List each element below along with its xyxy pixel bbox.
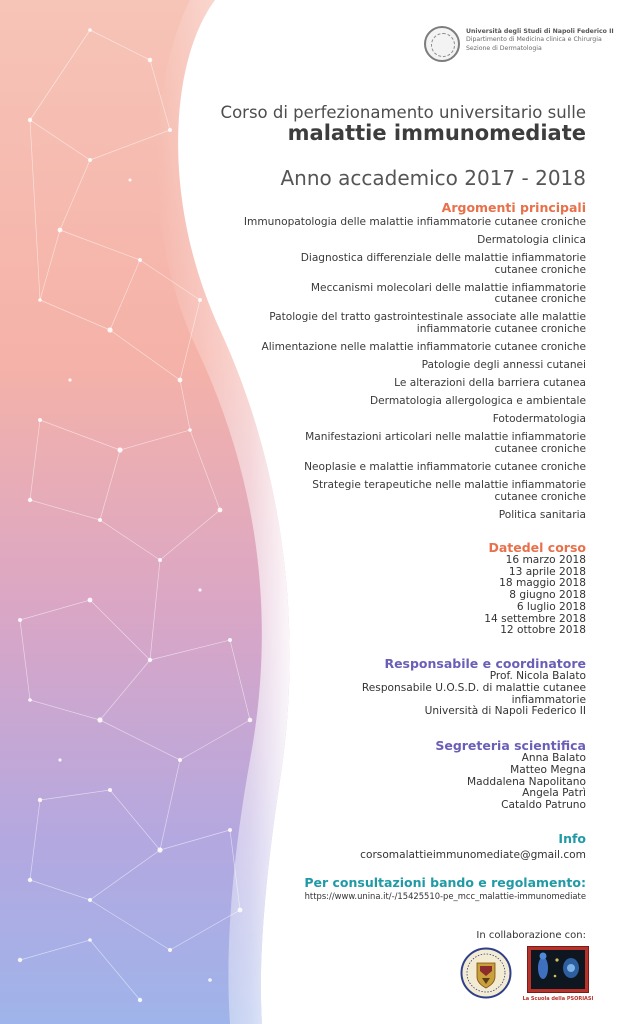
secretariat-name: Cataldo Patruno <box>501 799 586 812</box>
coordinator-heading: Responsabile e coordinatore <box>384 656 586 671</box>
secretariat-name: Anna Balato <box>521 752 586 764</box>
topic-item: Dermatologia allergologica e ambientale <box>370 395 586 408</box>
date-item: 8 giugno 2018 <box>509 589 586 602</box>
title-line-2: malattie immunomediate <box>287 121 586 145</box>
topic-item: cutanee croniche <box>494 442 586 455</box>
info-email-link[interactable]: corsomalattieimmunomediate@gmail.com <box>360 849 586 861</box>
topics-heading: Argomenti principali <box>441 200 586 215</box>
academic-year: Anno accademico 2017 - 2018 <box>280 166 586 190</box>
university-text <box>466 28 614 53</box>
consult-heading: Per consultazioni bando e regolamento: <box>304 875 586 890</box>
secretariat-name: Angela Patrì <box>522 787 586 800</box>
title-line-1: Corso di perfezionamento universitario sulle <box>220 103 586 122</box>
topic-item: Meccanismi molecolari delle malattie infiammatorie <box>310 281 586 294</box>
topics-section <box>206 200 586 521</box>
coordinator-line: Università di Napoli Federico II <box>424 705 586 718</box>
logo-caption: La Scuola della PSORIASI <box>522 996 594 1002</box>
topic-item: Diagnostica differenziale delle malattie infiammatorie <box>300 252 586 265</box>
date-item: 13 aprile 2018 <box>508 565 586 578</box>
topic-item: Politica sanitaria <box>498 508 586 521</box>
topic-item: Alimentazione nelle malattie infiammatorie cutanee croniche <box>261 340 586 353</box>
info-heading: Info <box>558 831 586 846</box>
date-item: 14 settembre 2018 <box>484 612 586 625</box>
topic-item: cutanee croniche <box>494 490 586 503</box>
dates-heading: Datedel corso <box>488 540 586 555</box>
department-name: Dipartimento di Medicina clinica e Chirurgia <box>466 36 602 44</box>
topic-item: Le alterazioni della barriera cutanea <box>394 377 586 390</box>
topic-item: Neoplasie e malattie infiammatorie cutanee croniche <box>304 461 586 474</box>
collab-label: In collaborazione con: <box>476 930 586 941</box>
date-item: 16 marzo 2018 <box>505 554 586 566</box>
info-section <box>326 831 586 861</box>
date-item: 18 maggio 2018 <box>499 577 586 590</box>
coordinator-line: infiammatorie <box>511 693 586 706</box>
topic-item: cutanee croniche <box>494 263 586 276</box>
topic-item: infiammatorie cutanee croniche <box>416 322 586 335</box>
university-name: Università degli Studi di Napoli Federico II <box>466 28 614 35</box>
consult-url-link[interactable]: https://www.unina.it/-/15425510-pe_mcc_malattie-immunomediate <box>304 891 586 901</box>
coordinator-line: Prof. Nicola Balato <box>489 670 586 682</box>
collaboration-logo-seal-icon <box>460 947 512 999</box>
topic-item: Patologie degli annessi cutanei <box>421 359 586 372</box>
date-item: 12 ottobre 2018 <box>500 624 586 637</box>
university-seal-icon <box>424 26 460 62</box>
date-item: 6 luglio 2018 <box>516 600 586 613</box>
dates-section <box>386 540 586 637</box>
secretariat-name: Maddalena Napolitano <box>467 775 586 788</box>
consult-section <box>256 875 586 901</box>
topic-item: Strategie terapeutiche nelle malattie infiammatorie <box>312 479 586 492</box>
scuola-psoriasi-logo <box>522 946 594 1002</box>
topic-item: Dermatologia clinica <box>477 234 586 247</box>
university-header <box>424 26 614 66</box>
topic-item: Fotodermatologia <box>492 413 586 426</box>
coordinator-line: Responsabile U.O.S.D. di malattie cutanee <box>361 681 586 694</box>
secretariat-section <box>386 738 586 812</box>
secretariat-heading: Segreteria scientifica <box>435 738 586 753</box>
secretariat-name: Matteo Megna <box>510 763 586 776</box>
section-name: Sezione di Dermatologia <box>466 44 542 52</box>
topic-item: cutanee croniche <box>494 293 586 306</box>
topic-item: Immunopatologia delle malattie infiammatorie cutanee croniche <box>243 216 586 228</box>
topic-item: Manifestazioni articolari nelle malattie infiammatorie <box>305 431 586 444</box>
coordinator-section <box>326 656 586 718</box>
topic-item: Patologie del tratto gastrointestinale associate alle malattie <box>269 311 586 324</box>
